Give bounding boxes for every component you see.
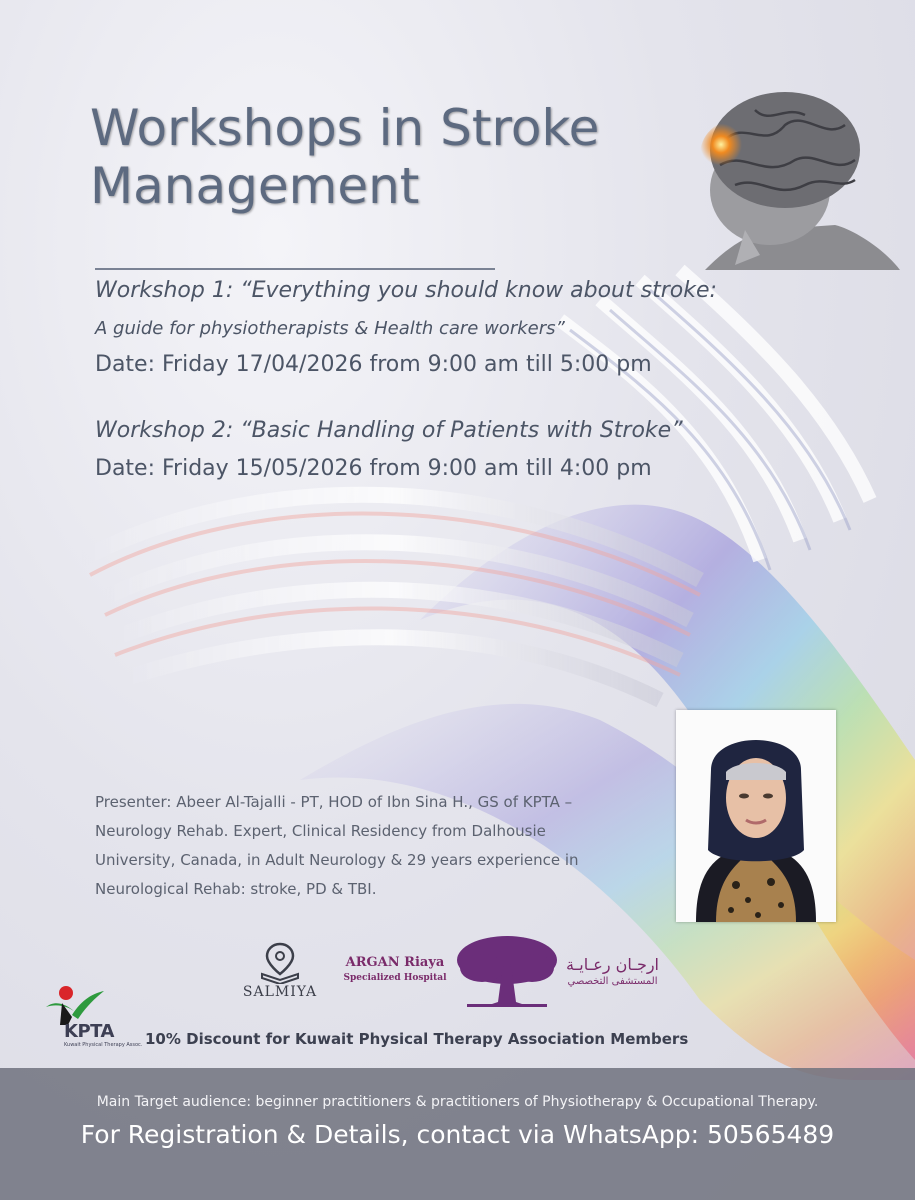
- presenter-photo: [676, 710, 836, 922]
- title-line-1: Workshops in Stroke: [90, 99, 600, 157]
- kpta-figure-icon: [42, 985, 112, 1025]
- workshop-2-title: Workshop 2: “Basic Handling of Patients with Stroke”: [95, 418, 683, 443]
- target-audience: Main Target audience: beginner practitioners & practitioners of Physiotherapy & Occupational Therapy.: [96, 1094, 819, 1110]
- salmiya-logo: [240, 940, 320, 1002]
- presenter-line-2: Neurology Rehab. Expert, Clinical Residency from Dalhousie: [95, 822, 546, 840]
- workshop-1-subtitle: A guide for physiotherapists & Health care workers”: [95, 318, 565, 339]
- argan-subtitle: Specialized Hospital: [343, 973, 447, 983]
- tree-icon: [452, 932, 562, 1010]
- presenter-line-4: Neurological Rehab: stroke, PD & TBI.: [95, 880, 377, 898]
- registration-contact: For Registration & Details, contact via WhatsApp: 50565489: [80, 1120, 835, 1149]
- workshop-1-title: Workshop 1: “Everything you should know about stroke:: [95, 278, 717, 303]
- poster-title: [90, 100, 710, 215]
- argan-name: ARGAN Riaya: [345, 955, 445, 970]
- title-divider: [95, 268, 495, 270]
- presenter-bio: [95, 788, 655, 904]
- presenter-line-1: Presenter: Abeer Al-Tajalli - PT, HOD of Ibn Sina H., GS of KPTA –: [95, 793, 573, 811]
- kpta-subtitle: Kuwait Physical Therapy Assoc.: [64, 1042, 143, 1048]
- arabic-subtitle: المستشفى التخصصي: [567, 976, 658, 987]
- arabic-hospital-logo: [565, 955, 660, 987]
- kpta-logo: [42, 985, 143, 1057]
- presenter-portrait-icon: [676, 710, 836, 922]
- workshop-2-date: Date: Friday 15/05/2026 from 9:00 am till 4:00 pm: [95, 456, 652, 481]
- salmiya-label: SALMIYA: [242, 984, 318, 1000]
- title-line-2: Management: [90, 156, 420, 215]
- argan-riaya-logo: [340, 955, 450, 983]
- kpta-name: KPTA: [64, 1021, 114, 1042]
- workshop-1-date: Date: Friday 17/04/2026 from 9:00 am till 5:00 pm: [95, 352, 652, 377]
- discount-text: 10% Discount for Kuwait Physical Therapy Association Members: [145, 1030, 689, 1048]
- presenter-line-3: University, Canada, in Adult Neurology & 29 years experience in: [95, 851, 579, 869]
- arabic-name: ارجـان رعـايـة: [565, 955, 659, 974]
- location-pin-book-icon: [240, 940, 320, 984]
